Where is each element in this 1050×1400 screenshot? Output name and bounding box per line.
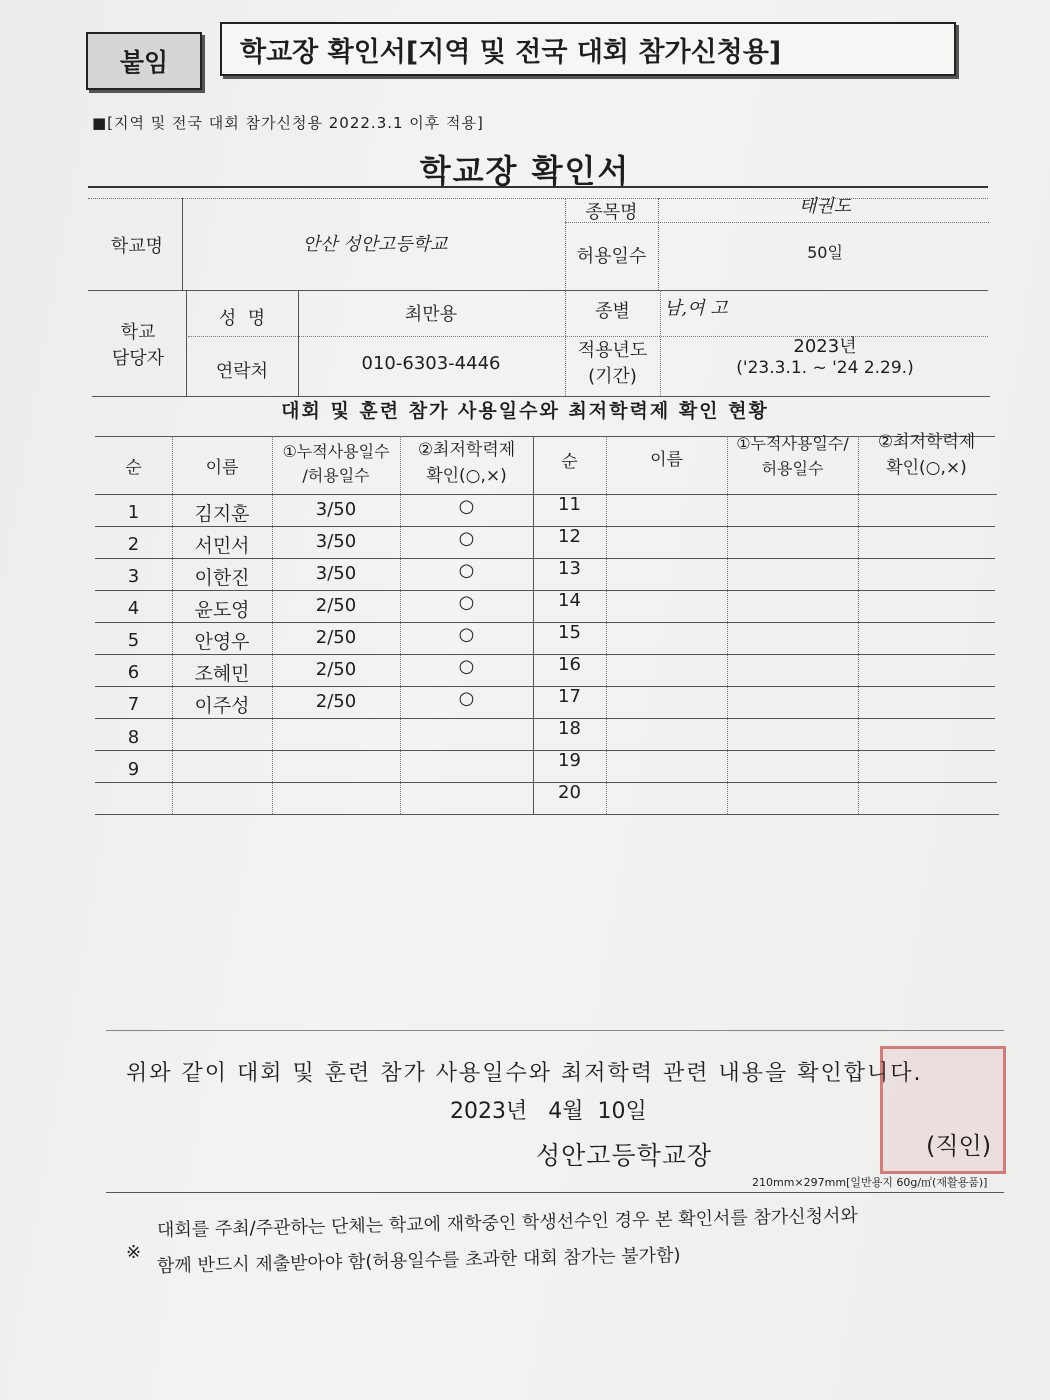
footnote-mark: ※: [126, 1242, 142, 1263]
row-no: 4: [127, 598, 140, 619]
sport-value: 태권도: [798, 196, 852, 217]
row-name: 조혜민: [194, 663, 250, 685]
row-no-right: 18: [558, 718, 581, 739]
row-name: 서민서: [194, 535, 250, 557]
row-no-right: 15: [558, 622, 581, 643]
row-check: ○: [458, 624, 475, 645]
school-name-value: 안산 성안고등학교: [302, 234, 448, 255]
row-no-right: 13: [558, 558, 581, 579]
status-table-heading: 대회 및 훈련 참가 사용일수와 최저학력제 확인 현황: [281, 400, 769, 422]
col-check-left-1: ②최저학력제: [417, 440, 516, 460]
seal-label: (직인): [926, 1132, 992, 1160]
period-value: ('23.3.1. ~ '24 2.29.): [736, 358, 914, 378]
row-no: 3: [127, 566, 140, 587]
row-name: 김지훈: [194, 503, 250, 525]
col-days-left-1: ①누적사용일수: [282, 442, 390, 461]
row-no-right: 16: [558, 654, 581, 675]
confirmation-statement: 위와 같이 대회 및 훈련 참가 사용일수와 최저학력 관련 내용을 확인합니다.: [126, 1061, 923, 1086]
attachment-badge: 붙임: [86, 32, 202, 90]
school-name-label: 학교명: [110, 236, 164, 257]
row-no-right: 20: [558, 782, 581, 803]
row-name: 안영우: [194, 631, 250, 653]
contact-person-label-1: 학교: [120, 322, 156, 343]
row-no-right: 17: [558, 686, 581, 707]
row-days: 2/50: [315, 627, 357, 648]
row-check: ○: [458, 688, 475, 709]
form-note: ■[지역 및 전국 대회 참가신청용 2022.3.1 이후 적용]: [92, 114, 484, 132]
col-name-right: 이름: [650, 450, 683, 470]
year-value: 2023년: [793, 336, 857, 357]
page-title: 학교장 확인서: [419, 152, 631, 190]
row-no: 5: [127, 630, 140, 651]
row-days: 3/50: [315, 531, 357, 552]
phone-label: 연락처: [215, 361, 269, 382]
row-name: 이한진: [194, 567, 250, 589]
row-no: 9: [127, 759, 140, 780]
row-check: ○: [458, 656, 475, 677]
name-label: 성 명: [218, 308, 266, 329]
sport-label: 종목명: [585, 202, 638, 223]
document-title: 학교장 확인서[지역 및 전국 대회 참가신청용]: [220, 22, 956, 76]
footnote-line-2: 함께 반드시 제출받아야 함(허용일수를 초과한 대회 참가는 불가함): [156, 1245, 681, 1277]
row-no: 7: [127, 694, 140, 715]
col-days-right-1: ①누적사용일수/: [736, 434, 849, 453]
row-days: 2/50: [315, 691, 357, 712]
row-no: 8: [127, 727, 140, 748]
contact-person-label-2: 담당자: [111, 348, 165, 369]
col-no-right: 순: [561, 452, 578, 472]
row-check: ○: [458, 528, 475, 549]
row-no: 1: [127, 502, 140, 523]
allowed-days-label: 허용일수: [576, 246, 647, 267]
row-no-right: 11: [558, 494, 581, 515]
row-name: 윤도영: [194, 599, 250, 621]
phone-value: 010-6303-4446: [361, 353, 501, 374]
contact-name-value: 최만용: [404, 304, 458, 325]
row-check: ○: [458, 560, 475, 581]
row-no-right: 12: [558, 526, 581, 547]
row-days: 3/50: [315, 563, 357, 584]
row-days: 2/50: [315, 595, 357, 616]
year-label-1: 적용년도: [577, 340, 648, 361]
allowed-days-value: 50일: [807, 243, 843, 262]
paper-spec: 210mm×297mm[일반용지 60g/㎡(재활용품)]: [752, 1176, 988, 1189]
col-check-right-1: ②최저학력제: [877, 432, 976, 452]
row-no-right: 19: [558, 750, 581, 771]
row-check: ○: [458, 496, 475, 517]
col-days-right-2: 허용일수: [761, 459, 824, 478]
col-days-left-2: /허용일수: [302, 466, 370, 485]
category-label: 종별: [595, 301, 630, 322]
col-name-left: 이름: [205, 458, 239, 478]
confirmation-date: 2023년 4월 10일: [450, 1099, 647, 1124]
footnote-line-1: 대회를 주최/주관하는 단체는 학교에 재학중인 학생선수인 경우 본 확인서를 참가신청서와: [156, 1205, 859, 1241]
col-no-left: 순: [125, 458, 142, 478]
col-check-right-2: 확인(○,×): [886, 458, 967, 478]
row-days: 3/50: [315, 499, 357, 520]
col-check-left-2: 확인(○,×): [426, 466, 507, 486]
row-days: 2/50: [315, 659, 357, 680]
principal-name: 성안고등학교장: [536, 1141, 713, 1170]
row-check: ○: [458, 592, 475, 613]
row-name: 이주성: [194, 695, 250, 717]
row-no: 2: [127, 534, 140, 555]
category-value: 남,여 고: [664, 298, 728, 319]
row-no: 6: [127, 662, 140, 683]
row-no-right: 14: [558, 590, 581, 611]
year-label-2: (기간): [588, 366, 637, 387]
